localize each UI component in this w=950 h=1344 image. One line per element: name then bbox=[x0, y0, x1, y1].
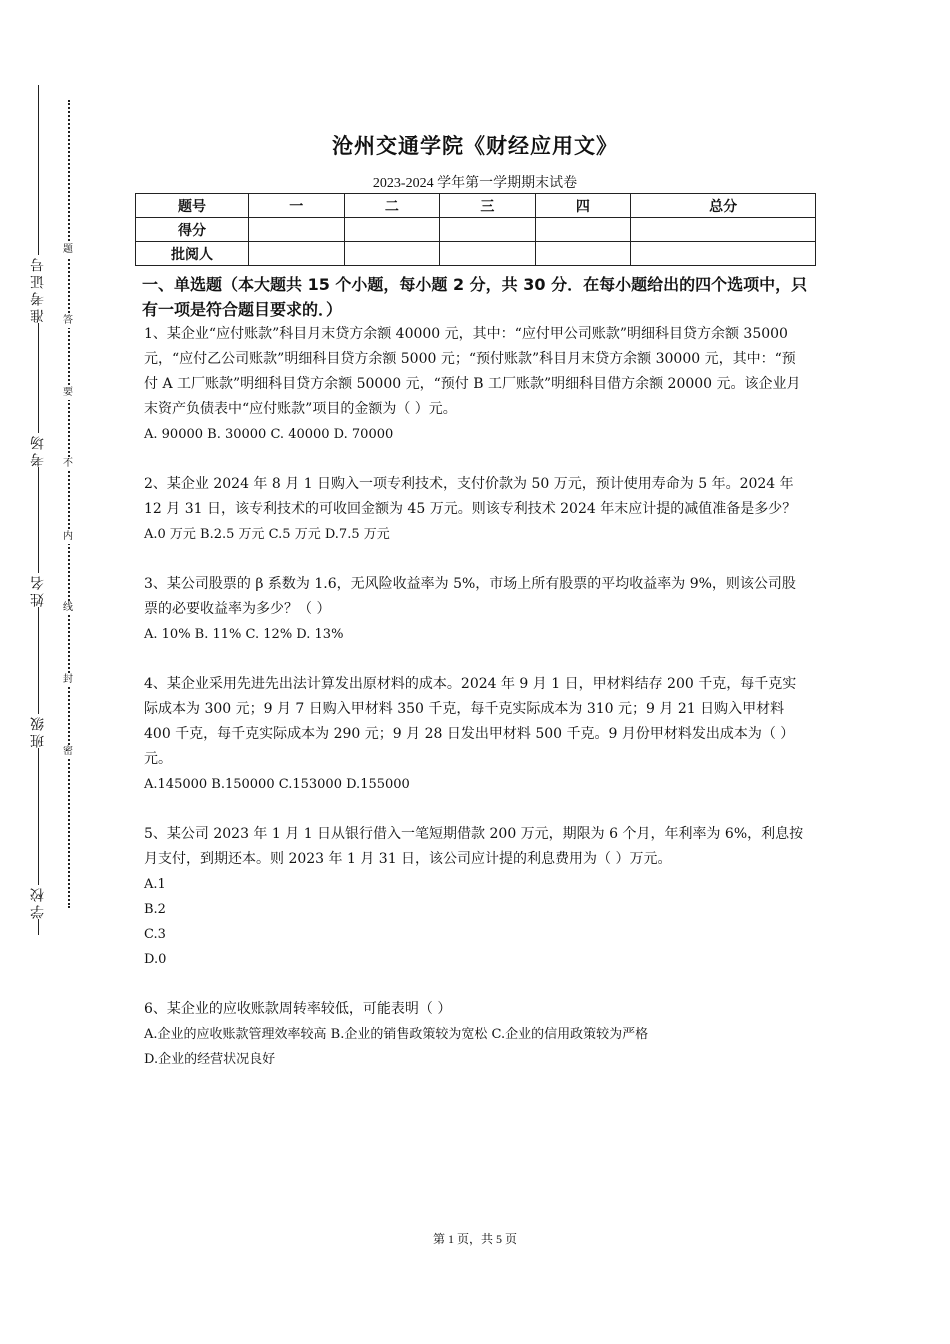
score-cell bbox=[344, 218, 440, 242]
question-text: 4、某企业采用先进先出法计算发出原材料的成本。2024 年 9 月 1 日，甲材料结存 200 千克，每千克实际成本为 300 元；9 月 7 日购入甲材料 350 千克，每千克实际成本为 310 元；9 月 21 日购入甲材料 400 千克，每千克实际成本为 290 元；9 月 28 日发出甲材料 500 千克。9 月份甲材料发出成本为（ ）元。 bbox=[144, 676, 797, 767]
seal-char: 密 bbox=[63, 746, 73, 757]
score-cell bbox=[249, 218, 345, 242]
field-exam-id: 准考证号 bbox=[30, 255, 46, 323]
question-3 bbox=[144, 572, 809, 647]
question-6 bbox=[144, 997, 809, 1072]
question-4 bbox=[144, 672, 809, 797]
question-2 bbox=[144, 472, 809, 547]
question-option: A.1 bbox=[144, 877, 166, 892]
seal-char: 答 bbox=[63, 315, 73, 326]
question-text: 3、某公司股票的 β 系数为 1.6，无风险收益率为 5%，市场上所有股票的平均收益率为 9%，则该公司股票的必要收益率为多少？（ ） bbox=[144, 576, 796, 617]
question-option: B.2 bbox=[144, 902, 166, 917]
header-cell: 总分 bbox=[631, 194, 816, 218]
score-cell bbox=[535, 218, 631, 242]
seal-char: 不 bbox=[63, 458, 73, 469]
question-1 bbox=[144, 322, 809, 447]
question-text: 2、某企业 2024 年 8 月 1 日购入一项专利技术，支付价款为 50 万元，预计使用寿命为 5 年。2024 年 12 月 31 日，该专利技术的可收回金额为 45 万元。则该专利技术 2024 年末应计提的减值准备是多少？ bbox=[144, 476, 797, 517]
seal-char: 封 bbox=[63, 674, 73, 685]
field-name: 姓名 bbox=[30, 573, 46, 607]
row-label: 得分 bbox=[136, 218, 249, 242]
question-options: A. 10% B. 11% C. 12% D. 13% bbox=[144, 627, 344, 642]
score-table-header-row bbox=[136, 194, 816, 218]
score-cell bbox=[631, 218, 816, 242]
score-table bbox=[135, 193, 816, 266]
question-option: C.3 bbox=[144, 927, 166, 942]
page-footer: 第 1 页，共 5 页 bbox=[432, 1232, 517, 1246]
reviewer-cell bbox=[535, 242, 631, 266]
header-cell: 三 bbox=[440, 194, 536, 218]
field-exam-room: 考场 bbox=[30, 433, 46, 467]
reviewer-cell bbox=[249, 242, 345, 266]
binding-margin bbox=[0, 0, 90, 1344]
header-cell: 题号 bbox=[136, 194, 249, 218]
reviewer-cell bbox=[344, 242, 440, 266]
section-heading: 一、单选题（本大题共 15 个小题，每小题 2 分，共 30 分．在每小题给出的四个选项中，只有一项是符合题目要求的．） bbox=[142, 275, 808, 319]
seal-char: 线 bbox=[63, 602, 73, 613]
question-text: 1、某企业“应付账款”科目月末贷方余额 40000 元，其中：“应付甲公司账款”明细科目贷方余额 35000 元，“应付乙公司账款”明细科目贷方余额 5000 元；“预付账款”科目月末贷方余额 30000 元，其中：“预付 A 工厂账款”明细科目贷方余额 50000 元，“预付 B 工厂账款”明细科目借方余额 20000 元。该企业月末资产负债表中“应付账款”项目的金额为（ ）元。 bbox=[144, 326, 801, 417]
header-cell: 一 bbox=[249, 194, 345, 218]
page-title: 沧州交通学院《财经应用文》 bbox=[332, 134, 618, 158]
score-cell bbox=[440, 218, 536, 242]
question-5 bbox=[144, 822, 809, 972]
binding-solid-line bbox=[38, 85, 39, 935]
question-options: A.0 万元 B.2.5 万元 C.5 万元 D.7.5 万元 bbox=[144, 527, 390, 542]
seal-char: 要 bbox=[63, 387, 73, 398]
row-label: 批阅人 bbox=[136, 242, 249, 266]
score-row bbox=[136, 218, 816, 242]
reviewer-cell bbox=[631, 242, 816, 266]
field-class: 班级 bbox=[30, 714, 46, 748]
question-text: 5、某公司 2023 年 1 月 1 日从银行借入一笔短期借款 200 万元，期限为 6 个月，年利率为 6%，利息按月支付，到期还本。则 2023 年 1 月 31 日，该公司应计提的利息费用为（ ）万元。 bbox=[144, 826, 804, 867]
question-options: A. 90000 B. 30000 C. 40000 D. 70000 bbox=[144, 427, 394, 442]
reviewer-cell bbox=[440, 242, 536, 266]
question-options: A.145000 B.150000 C.153000 D.155000 bbox=[144, 777, 410, 792]
binding-dotted-line bbox=[68, 100, 70, 908]
question-options: D.企业的经营状况良好 bbox=[144, 1052, 276, 1067]
exam-subtitle: 2023-2024 学年第一学期期末试卷 bbox=[372, 176, 578, 191]
header-cell: 二 bbox=[344, 194, 440, 218]
reviewer-row bbox=[136, 242, 816, 266]
seal-char: 内 bbox=[63, 531, 73, 542]
field-school: 学校 bbox=[30, 885, 46, 919]
seal-char: 题 bbox=[63, 244, 73, 255]
header-cell: 四 bbox=[535, 194, 631, 218]
exam-content bbox=[144, 272, 809, 1097]
question-options: A.企业的应收账款管理效率较高 B.企业的销售政策较为宽松 C.企业的信用政策较为严格 bbox=[144, 1027, 649, 1042]
question-option: D.0 bbox=[144, 952, 167, 967]
question-text: 6、某企业的应收账款周转率较低，可能表明（ ） bbox=[144, 1001, 452, 1017]
